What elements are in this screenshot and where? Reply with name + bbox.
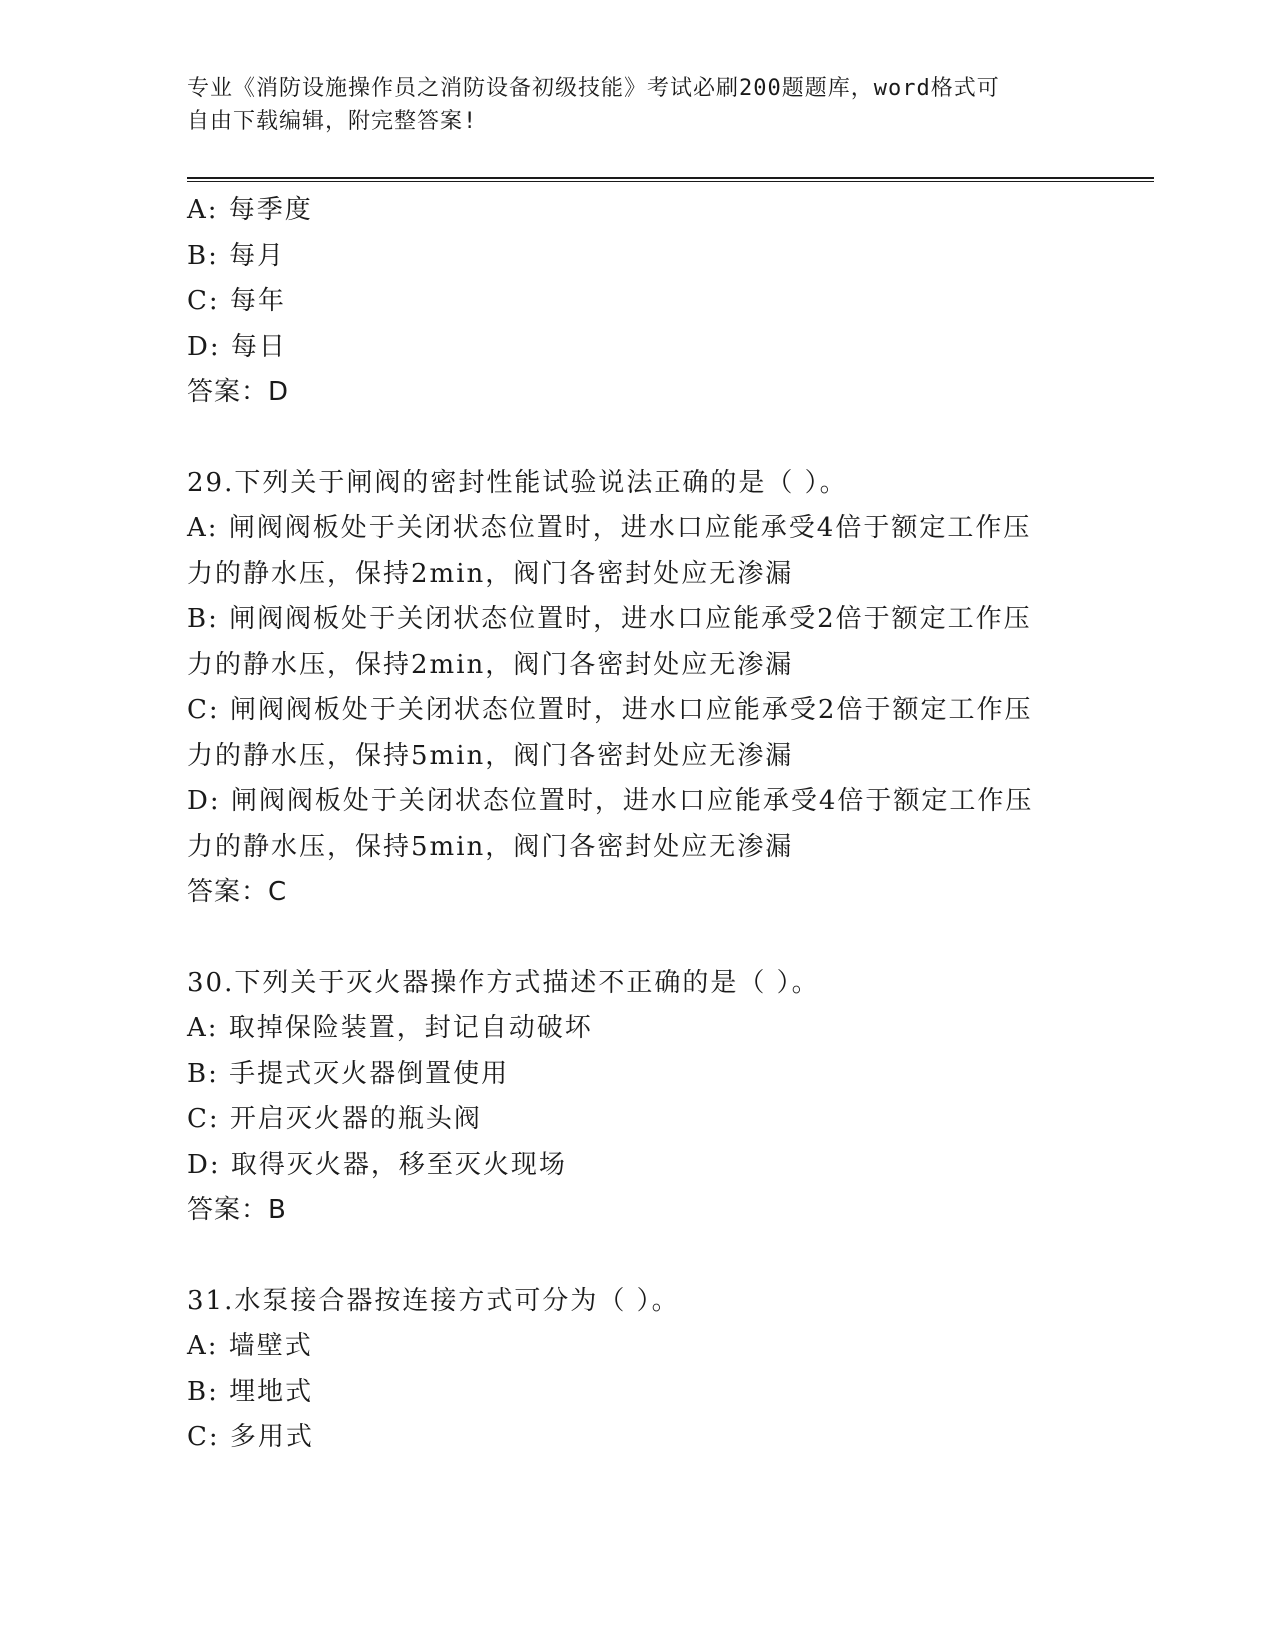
question-stem: 31.水泵接合器按连接方式可分为（ ）。 bbox=[187, 1285, 680, 1316]
question-31 bbox=[187, 1279, 1147, 1461]
option-b-line-2: 力的静水压，保持2min，阀门各密封处应无渗漏 bbox=[187, 649, 794, 680]
option-a-line-1: A: 闸阀阀板处于关闭状态位置时，进水口应能承受4倍于额定工作压 bbox=[187, 513, 1032, 543]
option-c-line-1: C: 闸阀阀板处于关闭状态位置时，进水口应能承受2倍于额定工作压 bbox=[187, 695, 1033, 725]
question-29 bbox=[187, 461, 1147, 916]
option-a: A: 墙壁式 bbox=[187, 1331, 313, 1361]
option-b: B: 每月 bbox=[187, 240, 286, 271]
question-28-continued bbox=[187, 188, 1147, 416]
document-header bbox=[187, 72, 1067, 138]
header-divider bbox=[187, 177, 1154, 182]
option-d: D: 取得灭火器，移至灭火现场 bbox=[187, 1149, 567, 1180]
option-b-line-1: B: 闸阀阀板处于关闭状态位置时，进水口应能承受2倍于额定工作压 bbox=[187, 604, 1032, 634]
option-c-line-2: 力的静水压，保持5min，阀门各密封处应无渗漏 bbox=[187, 740, 794, 771]
option-d-line-1: D: 闸阀阀板处于关闭状态位置时，进水口应能承受4倍于额定工作压 bbox=[187, 786, 1034, 816]
option-c: C: 开启灭火器的瓶头阀 bbox=[187, 1104, 482, 1134]
spacer bbox=[187, 1234, 1147, 1279]
answer: 答案：C bbox=[187, 877, 288, 907]
option-a: A: 取掉保险装置，封记自动破坏 bbox=[187, 1013, 593, 1043]
option-d: D: 每日 bbox=[187, 331, 287, 362]
answer: 答案：B bbox=[187, 1195, 287, 1225]
option-c: C: 每年 bbox=[187, 286, 286, 316]
spacer bbox=[187, 916, 1147, 961]
question-stem: 29.下列关于闸阀的密封性能试验说法正确的是（ ）。 bbox=[187, 467, 848, 498]
option-d-line-2: 力的静水压，保持5min，阀门各密封处应无渗漏 bbox=[187, 831, 794, 862]
option-b: B: 埋地式 bbox=[187, 1376, 314, 1407]
question-30 bbox=[187, 961, 1147, 1234]
option-c: C: 多用式 bbox=[187, 1422, 314, 1452]
spacer bbox=[187, 416, 1147, 461]
question-list bbox=[187, 188, 1147, 1461]
header-line-2: 自由下载编辑，附完整答案! bbox=[187, 109, 478, 134]
question-stem: 30.下列关于灭火器操作方式描述不正确的是（ ）。 bbox=[187, 967, 820, 998]
option-b: B: 手提式灭火器倒置使用 bbox=[187, 1058, 510, 1089]
answer: 答案：D bbox=[187, 377, 290, 407]
option-a-line-2: 力的静水压，保持2min，阀门各密封处应无渗漏 bbox=[187, 558, 794, 589]
header-line-1: 专业《消防设施操作员之消防设备初级技能》考试必刷200题题库，word格式可 bbox=[187, 76, 1000, 101]
option-a: A: 每季度 bbox=[187, 195, 313, 225]
